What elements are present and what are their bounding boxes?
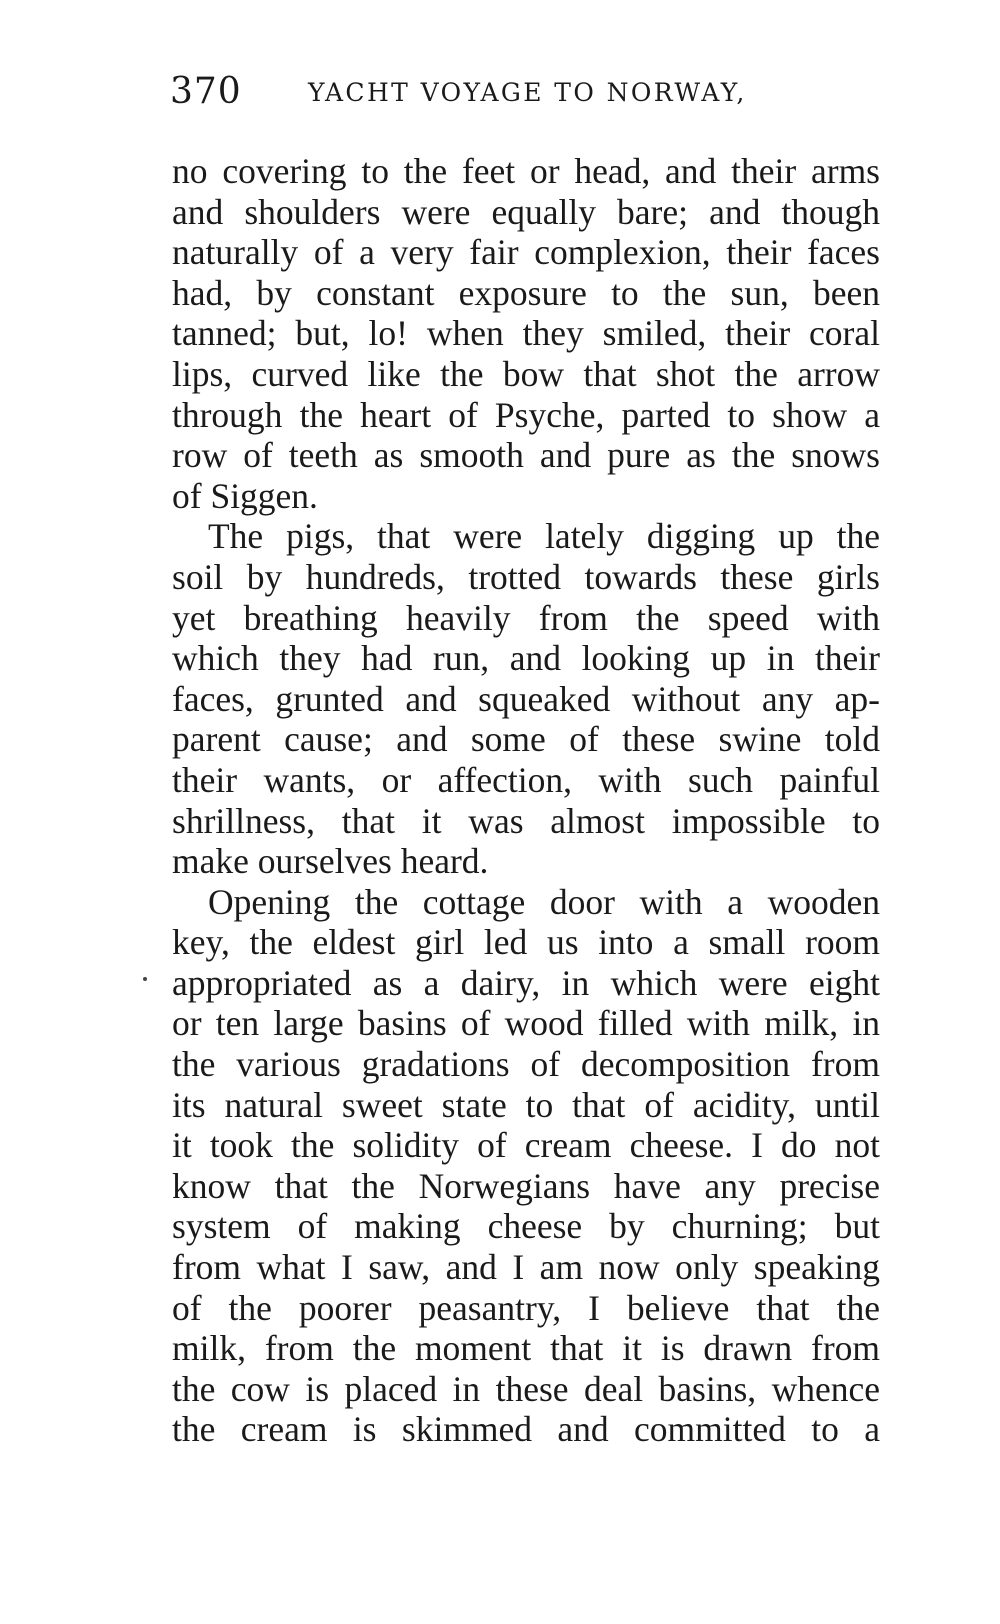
text-line: shrillness, that it was almost impossible to — [172, 800, 880, 841]
text-line: the various gradations of decomposition from — [172, 1044, 880, 1085]
text-line: parent cause; and some of these swine told — [172, 719, 880, 760]
text-line: no covering to the feet or head, and their arms — [172, 151, 880, 191]
body-text — [172, 151, 880, 1450]
text-line: soil by hundreds, trotted towards these girls — [172, 556, 880, 597]
text-line: milk, from the moment that it is drawn from — [172, 1328, 880, 1369]
text-line: make ourselves heard. — [172, 841, 489, 882]
text-line: Opening the cottage door with a wooden — [208, 881, 880, 922]
text-line: know that the Norwegians have any precise — [172, 1165, 880, 1206]
page-number: 370 — [170, 71, 242, 112]
text-line: its natural sweet state to that of acidity, until — [172, 1084, 880, 1125]
text-line: through the heart of Psyche, parted to show a — [172, 394, 880, 435]
text-line: the cream is skimmed and committed to a — [172, 1409, 880, 1450]
running-head — [170, 72, 890, 112]
text-line: of Siggen. — [172, 475, 318, 516]
text-line: naturally of a very fair complexion, their faces — [172, 232, 880, 273]
text-line: yet breathing heavily from the speed with — [172, 597, 880, 638]
text-line: from what I saw, and I am now only speaking — [172, 1247, 880, 1288]
text-line: The pigs, that were lately digging up the — [208, 516, 880, 557]
text-line: faces, grunted and squeaked without any ap- — [172, 678, 880, 719]
text-line: lips, curved like the bow that shot the arrow — [172, 353, 880, 394]
text-line: had, by constant exposure to the sun, been — [172, 272, 880, 313]
text-line: of the poorer peasantry, I believe that the — [172, 1287, 880, 1328]
running-title: YACHT VOYAGE TO NORWAY, — [308, 78, 747, 107]
text-line: and shoulders were equally bare; and though — [172, 191, 880, 232]
text-line: key, the eldest girl led us into a small room — [172, 922, 880, 963]
text-line: or ten large basins of wood filled with milk, in — [172, 1003, 880, 1044]
text-line: system of making cheese by churning; but — [172, 1206, 880, 1247]
text-line: which they had run, and looking up in their — [172, 638, 880, 679]
text-line: the cow is placed in these deal basins, whence — [172, 1368, 880, 1409]
text-line: it took the solidity of cream cheese. I do not — [172, 1125, 880, 1166]
text-line: appropriated as a dairy, in which were eight — [172, 962, 880, 1003]
text-line: row of teeth as smooth and pure as the snows — [172, 435, 880, 476]
text-line: tanned; but, lo! when they smiled, their coral — [172, 313, 880, 354]
text-line: their wants, or affection, with such painful — [172, 759, 880, 800]
margin-mark — [143, 977, 147, 981]
